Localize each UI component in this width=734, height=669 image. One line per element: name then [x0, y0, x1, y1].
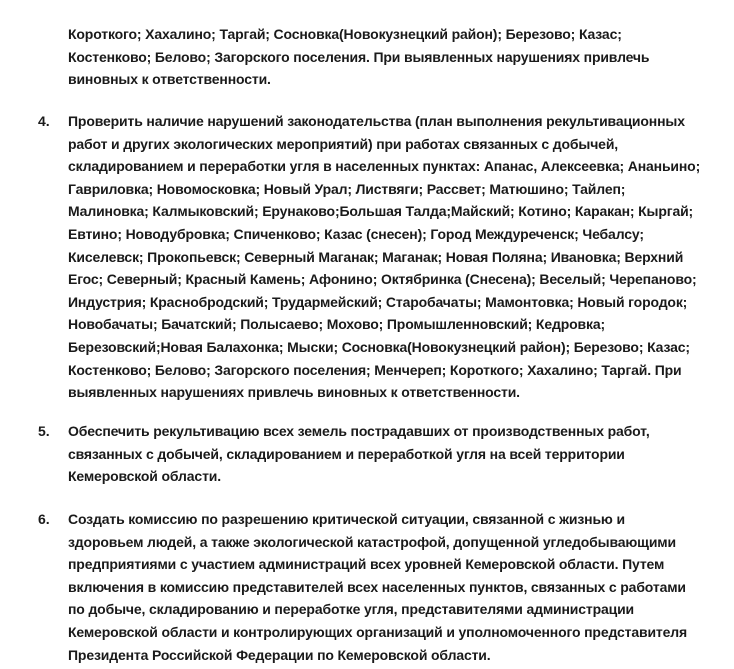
list-item-6: [68, 508, 718, 666]
text-line: Новобачаты; Бачатский; Полысаево; Мохово; Промышленновский; Кедровка;: [68, 316, 605, 333]
text-line: предприятиями с участием администраций всех уровней Кемеровской области. Путем: [68, 556, 665, 573]
text-line: выявленных нарушениях привлечь виновных к ответственности.: [68, 384, 520, 401]
text-line: здоровьем людей, а также экологической катастрофой, допущенной угледобывающими: [68, 533, 676, 550]
text-line: Егос; Северный; Красный Камень; Афонино; Октябринка (Снесена); Веселый; Черепаново;: [68, 271, 697, 288]
list-number: 4.: [38, 113, 50, 129]
text-line: Кемеровской области.: [68, 468, 221, 485]
text-line: включения в комиссию представителей всех населенных пунктов, связанных с работами: [68, 578, 686, 595]
text-line: по добыче, складированию и переработке угля, представителями администрации: [68, 601, 634, 618]
text-line: виновных к ответственности.: [68, 71, 271, 88]
text-line: Кемеровской области и контролирующих организаций и уполномоченного представителя: [68, 623, 688, 640]
text-line: Президента Российской Федерации по Кемеровской области.: [68, 646, 491, 663]
text-line: Гавриловка; Новомосковка; Новый Урал; Листвяги; Рассвет; Матюшино; Тайлеп;: [68, 180, 626, 197]
text-line: Костенково; Белово; Загорского поселения; Менчереп; Короткого; Хахалино; Таргай. При: [68, 361, 682, 378]
text-line: Короткого; Хахалино; Таргай; Сосновка(Новокузнецкий район); Березово; Казас;: [68, 26, 622, 42]
text-line: складированием и переработки угля в населенных пунктах: Апанас, Алексеевка; Ананьино;: [68, 158, 701, 175]
continuation-paragraph: [68, 23, 718, 91]
text-line: Проверить наличие нарушений законодательства (план выполнения рекультивационных: [68, 113, 685, 129]
text-line: Малиновка; Калмыковский; Ерунаково;Большая Талда;Майский; Котино; Каракан; Кыргай;: [68, 203, 694, 220]
list-number: 5.: [38, 423, 50, 439]
list-number: 6.: [38, 511, 50, 527]
text-line: Обеспечить рекультивацию всех земель пострадавших от производственных работ,: [68, 423, 650, 439]
text-line: Костенково; Белово; Загорского поселения. При выявленных нарушениях привлечь: [68, 48, 650, 65]
text-line: Создать комиссию по разрешению критической ситуации, связанной с жизнью и: [68, 511, 625, 527]
text-line: работ и других экологических мероприятий) при работах связанных с добычей,: [68, 135, 619, 152]
text-line: Березовский;Новая Балахонка; Мыски; Сосновка(Новокузнецкий район); Березово; Казас;: [68, 338, 690, 355]
text-line: связанных с добычей, складированием и переработкой угля на всей территории: [68, 445, 625, 462]
list-item-4: [68, 110, 718, 404]
text-line: Евтино; Новодубровка; Спиченково; Казас (снесен); Город Междуреченск; Чебалсу;: [68, 225, 644, 242]
text-line: Индустрия; Краснобродский; Трудармейский; Старобачаты; Мамонтовка; Новый городок;: [68, 293, 688, 310]
text-line: Киселевск; Прокопьевск; Северный Маганак; Маганак; Новая Поляна; Ивановка; Верхний: [68, 248, 684, 265]
list-item-5: [68, 420, 718, 488]
